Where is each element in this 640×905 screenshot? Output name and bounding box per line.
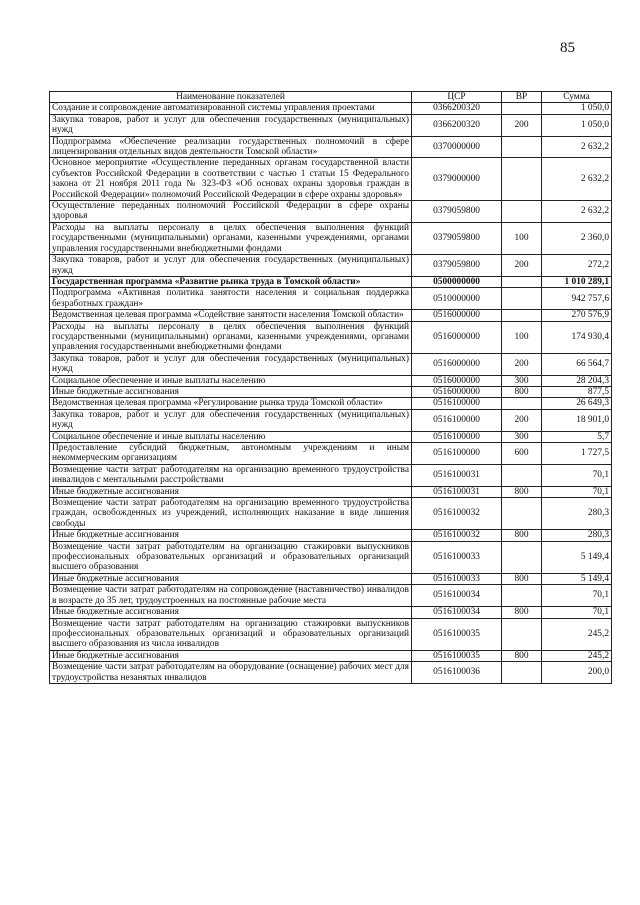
row-sum-cell: 280,3 bbox=[542, 530, 612, 541]
row-sum-cell: 272,2 bbox=[542, 255, 612, 277]
row-sum-cell: 5 149,4 bbox=[542, 573, 612, 584]
table-row bbox=[50, 103, 612, 114]
table-row bbox=[50, 398, 612, 409]
table-row bbox=[50, 409, 612, 431]
header-csr: ЦСР bbox=[412, 92, 502, 103]
table-row bbox=[50, 431, 612, 442]
row-vr-cell bbox=[502, 541, 542, 573]
table-row bbox=[50, 158, 612, 201]
row-csr-cell: 0379000000 bbox=[412, 158, 502, 201]
row-csr-cell: 0516100000 bbox=[412, 443, 502, 465]
row-name-cell: Закупка товаров, работ и услуг для обеспечения государственных (муниципальных) нужд bbox=[50, 255, 412, 277]
row-name-cell: Иные бюджетные ассигнования bbox=[50, 386, 412, 397]
row-vr-cell: 200 bbox=[502, 409, 542, 431]
row-vr-cell bbox=[502, 398, 542, 409]
row-name-cell: Расходы на выплаты персоналу в целях обеспечения выполнения функций государственными (муниципальными) органами, казенными учреждениями, органами управления государственными внебюджетными фондами bbox=[50, 321, 412, 353]
row-name-cell: Подпрограмма «Активная политика занятости населения и социальная поддержка безработных граждан» bbox=[50, 288, 412, 310]
table-row bbox=[50, 573, 612, 584]
row-csr-cell: 0516100032 bbox=[412, 498, 502, 530]
row-csr-cell: 0379059800 bbox=[412, 201, 502, 223]
row-vr-cell bbox=[502, 310, 542, 321]
row-vr-cell bbox=[502, 136, 542, 158]
row-csr-cell: 0516100033 bbox=[412, 541, 502, 573]
row-sum-cell: 942 757,6 bbox=[542, 288, 612, 310]
row-name-cell: Государственная программа «Развитие рынка труда в Томской области» bbox=[50, 276, 412, 287]
row-csr-cell: 0516100034 bbox=[412, 607, 502, 618]
row-sum-cell: 1 050,0 bbox=[542, 114, 612, 136]
row-vr-cell bbox=[502, 498, 542, 530]
row-name-cell: Иные бюджетные ассигнования bbox=[50, 486, 412, 497]
row-name-cell: Подпрограмма «Обеспечение реализации государственных полномочий в сфере лицензирования отдельных видов деятельности Томской области» bbox=[50, 136, 412, 158]
table-row bbox=[50, 353, 612, 375]
table-body bbox=[50, 103, 612, 684]
row-vr-cell bbox=[502, 103, 542, 114]
row-vr-cell bbox=[502, 276, 542, 287]
row-sum-cell: 200,0 bbox=[542, 662, 612, 684]
row-csr-cell: 0379059800 bbox=[412, 222, 502, 254]
row-sum-cell: 2 632,2 bbox=[542, 158, 612, 201]
row-sum-cell: 70,1 bbox=[542, 486, 612, 497]
row-vr-cell: 200 bbox=[502, 114, 542, 136]
table-row bbox=[50, 276, 612, 287]
table-row bbox=[50, 443, 612, 465]
page-number: 85 bbox=[560, 40, 575, 56]
row-vr-cell: 800 bbox=[502, 530, 542, 541]
row-vr-cell: 800 bbox=[502, 607, 542, 618]
row-vr-cell: 100 bbox=[502, 321, 542, 353]
row-vr-cell: 800 bbox=[502, 650, 542, 661]
row-sum-cell: 280,3 bbox=[542, 498, 612, 530]
table-row bbox=[50, 662, 612, 684]
table-row bbox=[50, 375, 612, 386]
row-csr-cell: 0516100035 bbox=[412, 650, 502, 661]
row-vr-cell: 300 bbox=[502, 431, 542, 442]
row-vr-cell bbox=[502, 618, 542, 650]
row-vr-cell: 800 bbox=[502, 486, 542, 497]
row-csr-cell: 0510000000 bbox=[412, 288, 502, 310]
row-name-cell: Возмещение части затрат работодателям на организацию стажировки выпускников профессиональных образовательных организаций и образовательных организаций высшего образования из числа инвалидов bbox=[50, 618, 412, 650]
header-vr: ВР bbox=[502, 92, 542, 103]
table-row bbox=[50, 607, 612, 618]
row-name-cell: Социальное обеспечение и иные выплаты населению bbox=[50, 375, 412, 386]
row-name-cell: Закупка товаров, работ и услуг для обеспечения государственных (муниципальных) нужд bbox=[50, 114, 412, 136]
table-row bbox=[50, 541, 612, 573]
table-row bbox=[50, 650, 612, 661]
row-vr-cell: 600 bbox=[502, 443, 542, 465]
row-name-cell: Закупка товаров, работ и услуг для обеспечения государственных (муниципальных) нужд bbox=[50, 409, 412, 431]
table-header-row bbox=[50, 92, 612, 103]
row-vr-cell: 800 bbox=[502, 386, 542, 397]
row-csr-cell: 0516100031 bbox=[412, 464, 502, 486]
row-csr-cell: 0370000000 bbox=[412, 136, 502, 158]
row-vr-cell bbox=[502, 662, 542, 684]
row-sum-cell: 1 050,0 bbox=[542, 103, 612, 114]
row-name-cell: Возмещение части затрат работодателям на оборудование (оснащение) рабочих мест для трудоустройства незанятых инвалидов bbox=[50, 662, 412, 684]
row-name-cell: Возмещение части затрат работодателям на организацию временного трудоустройства граждан, освобожденных из учреждений, исполняющих наказание в виде лишения свободы bbox=[50, 498, 412, 530]
row-name-cell: Предоставление субсидий бюджетным, автономным учреждениям и иным некоммерческим организациям bbox=[50, 443, 412, 465]
row-csr-cell: 0379059800 bbox=[412, 255, 502, 277]
row-sum-cell: 245,2 bbox=[542, 618, 612, 650]
table-row bbox=[50, 201, 612, 223]
row-csr-cell: 0516100033 bbox=[412, 573, 502, 584]
table-row bbox=[50, 585, 612, 607]
row-vr-cell bbox=[502, 158, 542, 201]
row-sum-cell: 28 204,3 bbox=[542, 375, 612, 386]
row-sum-cell: 70,1 bbox=[542, 585, 612, 607]
row-sum-cell: 245,2 bbox=[542, 650, 612, 661]
table-row bbox=[50, 486, 612, 497]
row-name-cell: Закупка товаров, работ и услуг для обеспечения государственных (муниципальных) нужд bbox=[50, 353, 412, 375]
row-vr-cell: 200 bbox=[502, 353, 542, 375]
row-csr-cell: 0516000000 bbox=[412, 386, 502, 397]
row-name-cell: Иные бюджетные ассигнования bbox=[50, 573, 412, 584]
row-name-cell: Осуществление переданных полномочий Российской Федерации в сфере охраны здоровья bbox=[50, 201, 412, 223]
row-vr-cell: 800 bbox=[502, 573, 542, 584]
row-name-cell: Ведомственная целевая программа «Регулирование рынка труда Томской области» bbox=[50, 398, 412, 409]
row-vr-cell: 300 bbox=[502, 375, 542, 386]
row-name-cell: Иные бюджетные ассигнования bbox=[50, 607, 412, 618]
row-name-cell: Иные бюджетные ассигнования bbox=[50, 650, 412, 661]
budget-table bbox=[49, 91, 612, 684]
row-sum-cell: 70,1 bbox=[542, 607, 612, 618]
row-csr-cell: 0516100000 bbox=[412, 398, 502, 409]
row-sum-cell: 2 360,0 bbox=[542, 222, 612, 254]
table-row bbox=[50, 618, 612, 650]
row-csr-cell: 0516100031 bbox=[412, 486, 502, 497]
row-sum-cell: 2 632,2 bbox=[542, 201, 612, 223]
row-csr-cell: 0516000000 bbox=[412, 375, 502, 386]
row-name-cell: Возмещение части затрат работодателям на организацию временного трудоустройства инвалидов с ментальными расстройствами bbox=[50, 464, 412, 486]
row-name-cell: Ведомственная целевая программа «Содействие занятости населения Томской области» bbox=[50, 310, 412, 321]
row-csr-cell: 0516100000 bbox=[412, 431, 502, 442]
row-csr-cell: 0516100035 bbox=[412, 618, 502, 650]
table-row bbox=[50, 310, 612, 321]
row-csr-cell: 0516000000 bbox=[412, 310, 502, 321]
row-csr-cell: 0366200320 bbox=[412, 103, 502, 114]
row-sum-cell: 66 564,7 bbox=[542, 353, 612, 375]
row-name-cell: Возмещение части затрат работодателям на организацию стажировки выпускников профессиональных образовательных организаций и образовательных организаций высшего образования bbox=[50, 541, 412, 573]
row-csr-cell: 0516000000 bbox=[412, 353, 502, 375]
row-name-cell: Основное мероприятие «Осуществление переданных органам государственной власти субъектов Российской Федерации в соответствии с частью 1 статьи 15 Федерального закона от 21 ноября 2011 года № 323-ФЗ «Об основах охраны здоровья граждан в Российской Федерации» полномочий Российской Федерации в сфере охраны здоровья» bbox=[50, 158, 412, 201]
table-row bbox=[50, 114, 612, 136]
row-vr-cell bbox=[502, 585, 542, 607]
row-vr-cell bbox=[502, 464, 542, 486]
row-sum-cell: 5,7 bbox=[542, 431, 612, 442]
table-row bbox=[50, 321, 612, 353]
table-row bbox=[50, 222, 612, 254]
row-vr-cell bbox=[502, 288, 542, 310]
row-sum-cell: 18 901,0 bbox=[542, 409, 612, 431]
table-row bbox=[50, 498, 612, 530]
table-row bbox=[50, 255, 612, 277]
row-csr-cell: 0516100032 bbox=[412, 530, 502, 541]
row-csr-cell: 0516100000 bbox=[412, 409, 502, 431]
row-sum-cell: 270 576,9 bbox=[542, 310, 612, 321]
row-sum-cell: 877,5 bbox=[542, 386, 612, 397]
row-name-cell: Расходы на выплаты персоналу в целях обеспечения выполнения функций государственными (муниципальными) органами, казенными учреждениями, органами управления государственными внебюджетными фондами bbox=[50, 222, 412, 254]
row-sum-cell: 2 632,2 bbox=[542, 136, 612, 158]
row-sum-cell: 26 649,3 bbox=[542, 398, 612, 409]
table-row bbox=[50, 288, 612, 310]
table-row bbox=[50, 464, 612, 486]
row-name-cell: Социальное обеспечение и иные выплаты населению bbox=[50, 431, 412, 442]
table-row bbox=[50, 136, 612, 158]
header-name: Наименование показателей bbox=[50, 92, 412, 103]
row-sum-cell: 1 010 289,1 bbox=[542, 276, 612, 287]
row-csr-cell: 0516000000 bbox=[412, 321, 502, 353]
row-sum-cell: 1 727,5 bbox=[542, 443, 612, 465]
row-csr-cell: 0366200320 bbox=[412, 114, 502, 136]
table-row bbox=[50, 386, 612, 397]
row-sum-cell: 174 930,4 bbox=[542, 321, 612, 353]
row-sum-cell: 70,1 bbox=[542, 464, 612, 486]
row-csr-cell: 0500000000 bbox=[412, 276, 502, 287]
row-sum-cell: 5 149,4 bbox=[542, 541, 612, 573]
row-name-cell: Иные бюджетные ассигнования bbox=[50, 530, 412, 541]
row-name-cell: Создание и сопровождение автоматизированной системы управления проектами bbox=[50, 103, 412, 114]
row-vr-cell: 100 bbox=[502, 222, 542, 254]
row-vr-cell: 200 bbox=[502, 255, 542, 277]
row-name-cell: Возмещение части затрат работодателям на сопровождение (наставничество) инвалидов в возрасте до 35 лет, трудоустроенных на постоянные рабочие места bbox=[50, 585, 412, 607]
header-sum: Сумма bbox=[542, 92, 612, 103]
row-vr-cell bbox=[502, 201, 542, 223]
table-row bbox=[50, 530, 612, 541]
row-csr-cell: 0516100034 bbox=[412, 585, 502, 607]
row-csr-cell: 0516100036 bbox=[412, 662, 502, 684]
